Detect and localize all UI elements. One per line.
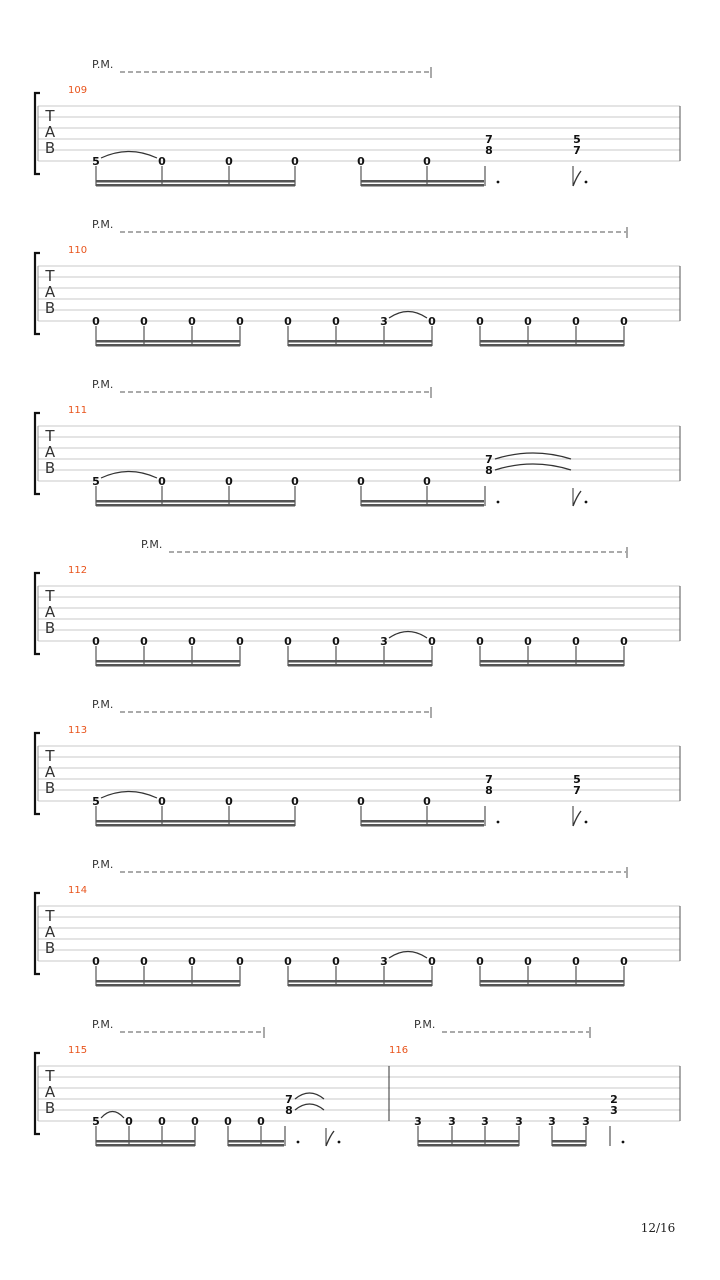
tab-clef-letter: A bbox=[44, 283, 56, 301]
fret-number: 8 bbox=[485, 784, 493, 797]
tab-clef-letter: T bbox=[45, 107, 55, 125]
fret-number: 8 bbox=[485, 464, 493, 477]
fret-number: 0 bbox=[332, 635, 340, 648]
fret-number: 0 bbox=[476, 635, 484, 648]
fret-number: 0 bbox=[476, 955, 484, 968]
fret-number: 0 bbox=[572, 955, 580, 968]
tie-arc bbox=[101, 472, 157, 479]
note-beam bbox=[96, 984, 240, 987]
note-beam bbox=[361, 820, 484, 823]
note-beam bbox=[418, 1144, 519, 1147]
note-beam bbox=[96, 340, 240, 343]
tab-clef-letter: A bbox=[44, 1083, 56, 1101]
rhythm-dot bbox=[622, 1141, 625, 1144]
measure-number: 116 bbox=[389, 1045, 409, 1056]
fret-number: 0 bbox=[225, 475, 233, 488]
note-beam bbox=[288, 980, 432, 983]
tab-system bbox=[35, 858, 680, 987]
tab-note bbox=[485, 453, 571, 506]
tab-note bbox=[285, 1093, 324, 1146]
fret-number: 0 bbox=[423, 795, 431, 808]
palm-mute-label: P.M. bbox=[92, 58, 114, 71]
fret-number: 0 bbox=[428, 315, 436, 328]
rhythm-dot bbox=[497, 821, 500, 824]
tie-arc bbox=[101, 152, 157, 159]
palm-mute-label: P.M. bbox=[92, 698, 114, 711]
fret-number: 0 bbox=[572, 315, 580, 328]
note-flag bbox=[573, 811, 581, 826]
note-beam bbox=[96, 660, 240, 663]
fret-number: 0 bbox=[620, 315, 628, 328]
tie-arc bbox=[101, 792, 157, 799]
measure-number: 115 bbox=[68, 1045, 88, 1056]
note-beam bbox=[96, 1144, 195, 1147]
fret-number: 0 bbox=[140, 955, 148, 968]
fret-number: 7 bbox=[485, 133, 493, 146]
note-beam bbox=[96, 820, 295, 823]
fret-number: 0 bbox=[524, 315, 532, 328]
fret-number: 0 bbox=[236, 955, 244, 968]
tab-clef-letter: B bbox=[44, 1099, 56, 1117]
fret-number: 0 bbox=[332, 315, 340, 328]
fret-number: 7 bbox=[573, 784, 581, 797]
note-beam bbox=[96, 504, 295, 507]
fret-number: 3 bbox=[481, 1115, 489, 1128]
note-beam bbox=[480, 984, 624, 987]
tab-clef-letter: B bbox=[44, 139, 56, 157]
fret-number: 0 bbox=[158, 475, 166, 488]
tie-arc bbox=[389, 312, 427, 319]
fret-number: 0 bbox=[224, 1115, 232, 1128]
note-beam bbox=[96, 344, 240, 347]
fret-number: 3 bbox=[448, 1115, 456, 1128]
fret-number: 0 bbox=[620, 635, 628, 648]
note-beam bbox=[552, 1144, 586, 1147]
rhythm-dot bbox=[585, 821, 588, 824]
page-number: 12/16 bbox=[640, 1221, 676, 1235]
note-beam bbox=[361, 824, 484, 827]
tab-note bbox=[573, 773, 587, 826]
fret-number: 0 bbox=[357, 795, 365, 808]
fret-number: 0 bbox=[92, 955, 100, 968]
note-flag bbox=[573, 491, 581, 506]
tab-note bbox=[485, 773, 499, 826]
note-flag bbox=[573, 171, 581, 186]
tab-clef-letter: A bbox=[44, 923, 56, 941]
note-beam bbox=[480, 980, 624, 983]
measure-number: 111 bbox=[68, 405, 88, 416]
fret-number: 2 bbox=[610, 1093, 618, 1106]
palm-mute-label: P.M. bbox=[414, 1018, 436, 1031]
note-beam bbox=[361, 184, 484, 187]
fret-number: 0 bbox=[572, 635, 580, 648]
rhythm-dot bbox=[297, 1141, 300, 1144]
fret-number: 7 bbox=[485, 453, 493, 466]
fret-number: 0 bbox=[92, 635, 100, 648]
note-beam bbox=[96, 1140, 195, 1143]
tie-arc bbox=[101, 1112, 124, 1119]
fret-number: 0 bbox=[428, 955, 436, 968]
fret-number: 0 bbox=[291, 795, 299, 808]
note-beam bbox=[418, 1140, 519, 1143]
tab-clef-letter: T bbox=[45, 427, 55, 445]
tab-clef-letter: B bbox=[44, 299, 56, 317]
rhythm-dot bbox=[585, 501, 588, 504]
fret-number: 5 bbox=[92, 795, 100, 808]
palm-mute-label: P.M. bbox=[141, 538, 163, 551]
tab-clef-letter: A bbox=[44, 443, 56, 461]
fret-number: 3 bbox=[380, 635, 388, 648]
fret-number: 3 bbox=[380, 955, 388, 968]
fret-number: 0 bbox=[191, 1115, 199, 1128]
note-beam bbox=[288, 344, 432, 347]
tie-arc bbox=[495, 464, 571, 470]
fret-number: 7 bbox=[285, 1093, 293, 1106]
tab-clef-letter: B bbox=[44, 939, 56, 957]
measure-number: 113 bbox=[68, 725, 88, 736]
fret-number: 0 bbox=[257, 1115, 265, 1128]
fret-number: 0 bbox=[332, 955, 340, 968]
fret-number: 0 bbox=[158, 155, 166, 168]
fret-number: 3 bbox=[548, 1115, 556, 1128]
fret-number: 0 bbox=[158, 795, 166, 808]
rhythm-dot bbox=[585, 181, 588, 184]
tab-clef-letter: B bbox=[44, 619, 56, 637]
tab-clef-letter: A bbox=[44, 763, 56, 781]
rhythm-dot bbox=[338, 1141, 341, 1144]
measure-number: 109 bbox=[68, 85, 88, 96]
note-beam bbox=[288, 660, 432, 663]
fret-number: 8 bbox=[285, 1104, 293, 1117]
note-beam bbox=[552, 1140, 586, 1143]
fret-number: 0 bbox=[225, 795, 233, 808]
note-beam bbox=[361, 500, 484, 503]
tab-clef-letter: B bbox=[44, 779, 56, 797]
fret-number: 3 bbox=[515, 1115, 523, 1128]
note-beam bbox=[480, 660, 624, 663]
fret-number: 0 bbox=[236, 635, 244, 648]
fret-number: 0 bbox=[284, 955, 292, 968]
note-beam bbox=[96, 664, 240, 667]
fret-number: 0 bbox=[284, 315, 292, 328]
fret-number: 0 bbox=[357, 475, 365, 488]
tab-clef-letter: T bbox=[45, 587, 55, 605]
fret-number: 0 bbox=[158, 1115, 166, 1128]
tab-clef-letter: T bbox=[45, 1067, 55, 1085]
measure-number: 112 bbox=[68, 565, 88, 576]
rhythm-dot bbox=[497, 181, 500, 184]
fret-number: 7 bbox=[573, 144, 581, 157]
fret-number: 0 bbox=[188, 955, 196, 968]
fret-number: 0 bbox=[284, 635, 292, 648]
note-beam bbox=[228, 1144, 284, 1147]
note-beam bbox=[288, 664, 432, 667]
fret-number: 3 bbox=[414, 1115, 422, 1128]
note-beam bbox=[361, 504, 484, 507]
tab-system bbox=[35, 1018, 680, 1147]
tie-arc bbox=[295, 1093, 324, 1099]
note-beam bbox=[480, 340, 624, 343]
note-beam bbox=[228, 1140, 284, 1143]
measure-number: 114 bbox=[68, 885, 88, 896]
fret-number: 5 bbox=[92, 155, 100, 168]
note-beam bbox=[96, 824, 295, 827]
fret-number: 0 bbox=[188, 315, 196, 328]
fret-number: 3 bbox=[610, 1104, 618, 1117]
fret-number: 0 bbox=[476, 315, 484, 328]
tab-system bbox=[35, 58, 680, 187]
note-beam bbox=[96, 180, 295, 183]
tab-clef-letter: T bbox=[45, 747, 55, 765]
fret-number: 7 bbox=[485, 773, 493, 786]
note-beam bbox=[288, 340, 432, 343]
tab-system bbox=[35, 698, 680, 827]
note-beam bbox=[96, 184, 295, 187]
tab-note bbox=[573, 133, 587, 186]
fret-number: 0 bbox=[236, 315, 244, 328]
palm-mute-label: P.M. bbox=[92, 858, 114, 871]
fret-number: 5 bbox=[92, 1115, 100, 1128]
note-beam bbox=[480, 664, 624, 667]
fret-number: 0 bbox=[140, 635, 148, 648]
note-beam bbox=[480, 344, 624, 347]
palm-mute-label: P.M. bbox=[92, 1018, 114, 1031]
note-beam bbox=[361, 180, 484, 183]
tie-arc bbox=[495, 453, 571, 459]
tie-arc bbox=[295, 1104, 324, 1110]
tab-note bbox=[610, 1093, 624, 1146]
note-beam bbox=[288, 984, 432, 987]
fret-number: 0 bbox=[524, 955, 532, 968]
tab-clef-letter: T bbox=[45, 907, 55, 925]
fret-number: 0 bbox=[423, 155, 431, 168]
tab-clef-letter: T bbox=[45, 267, 55, 285]
tab-note bbox=[326, 1128, 340, 1146]
tab-clef-letter: A bbox=[44, 603, 56, 621]
fret-number: 5 bbox=[573, 133, 581, 146]
tab-clef-letter: B bbox=[44, 459, 56, 477]
tab-system bbox=[35, 538, 680, 667]
tie-arc bbox=[389, 632, 427, 639]
tie-arc bbox=[389, 952, 427, 959]
palm-mute-label: P.M. bbox=[92, 218, 114, 231]
tab-note bbox=[573, 488, 587, 506]
fret-number: 3 bbox=[380, 315, 388, 328]
fret-number: 0 bbox=[524, 635, 532, 648]
fret-number: 0 bbox=[423, 475, 431, 488]
fret-number: 8 bbox=[485, 144, 493, 157]
fret-number: 5 bbox=[573, 773, 581, 786]
fret-number: 0 bbox=[291, 155, 299, 168]
tab-system bbox=[35, 218, 680, 347]
fret-number: 0 bbox=[357, 155, 365, 168]
fret-number: 5 bbox=[92, 475, 100, 488]
fret-number: 0 bbox=[291, 475, 299, 488]
fret-number: 3 bbox=[582, 1115, 590, 1128]
note-beam bbox=[96, 980, 240, 983]
fret-number: 0 bbox=[620, 955, 628, 968]
note-beam bbox=[96, 500, 295, 503]
fret-number: 0 bbox=[140, 315, 148, 328]
tab-note bbox=[485, 133, 499, 186]
rhythm-dot bbox=[497, 501, 500, 504]
fret-number: 0 bbox=[125, 1115, 133, 1128]
fret-number: 0 bbox=[188, 635, 196, 648]
fret-number: 0 bbox=[428, 635, 436, 648]
fret-number: 0 bbox=[92, 315, 100, 328]
tab-system bbox=[35, 378, 680, 507]
palm-mute-label: P.M. bbox=[92, 378, 114, 391]
fret-number: 0 bbox=[225, 155, 233, 168]
note-flag bbox=[326, 1131, 334, 1146]
measure-number: 110 bbox=[68, 245, 88, 256]
tab-clef-letter: A bbox=[44, 123, 56, 141]
